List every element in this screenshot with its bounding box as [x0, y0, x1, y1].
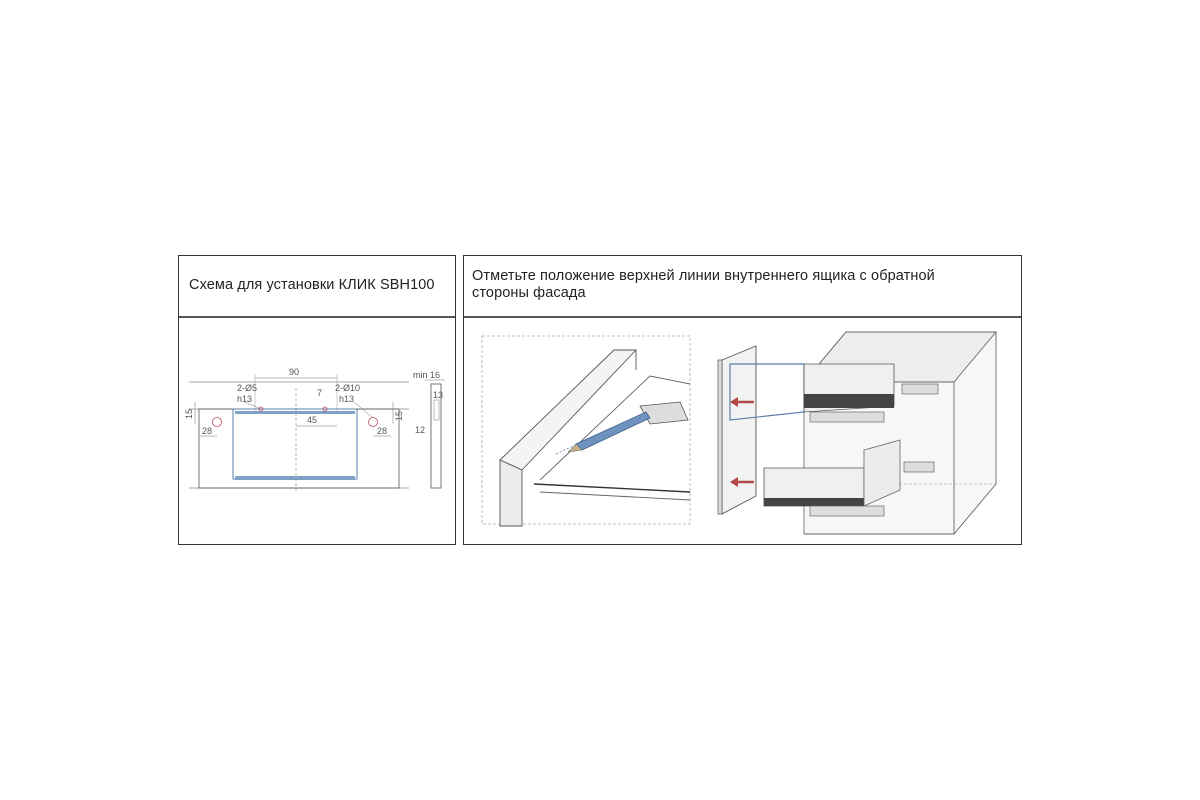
pencil-icon	[576, 412, 650, 450]
instruction-line-1: Отметьте положение верхней линии внутреннего ящика с обратной	[472, 268, 935, 284]
hole5-depth: h13	[237, 394, 253, 404]
cabinet-drawers-illustration	[718, 332, 996, 534]
installation-illustrations	[464, 320, 1021, 544]
pencil-marking-illustration	[482, 336, 690, 526]
hole10-label: 2-Ø10	[335, 383, 361, 393]
dim-28-left: 28	[202, 426, 213, 436]
dim-min16: min 16	[413, 370, 441, 380]
panel-header	[464, 256, 1021, 318]
hole5-label: 2-Ø5	[237, 383, 258, 393]
dim-90: 90	[289, 367, 300, 377]
hole10-depth: h13	[339, 394, 355, 404]
installation-scheme-panel	[178, 255, 456, 545]
scheme-title: Схема для установки КЛИК SBH100	[189, 277, 435, 293]
hole-10-left	[213, 418, 222, 427]
illustration-area	[464, 320, 1021, 544]
dim-7: 7	[317, 388, 323, 398]
panel-header	[179, 256, 455, 318]
dim-15-right: 15	[394, 410, 404, 421]
dim-45: 45	[307, 415, 318, 425]
mounting-scheme-diagram	[179, 320, 455, 544]
instruction-panel	[463, 255, 1022, 545]
instruction-line-2: стороны фасада	[472, 285, 586, 301]
dim-28-right: 28	[377, 426, 388, 436]
dim-13: 13	[433, 390, 444, 400]
dim-12: 12	[415, 425, 426, 435]
scheme-drawing-area	[179, 320, 455, 544]
dim-15-left: 15	[184, 408, 194, 419]
